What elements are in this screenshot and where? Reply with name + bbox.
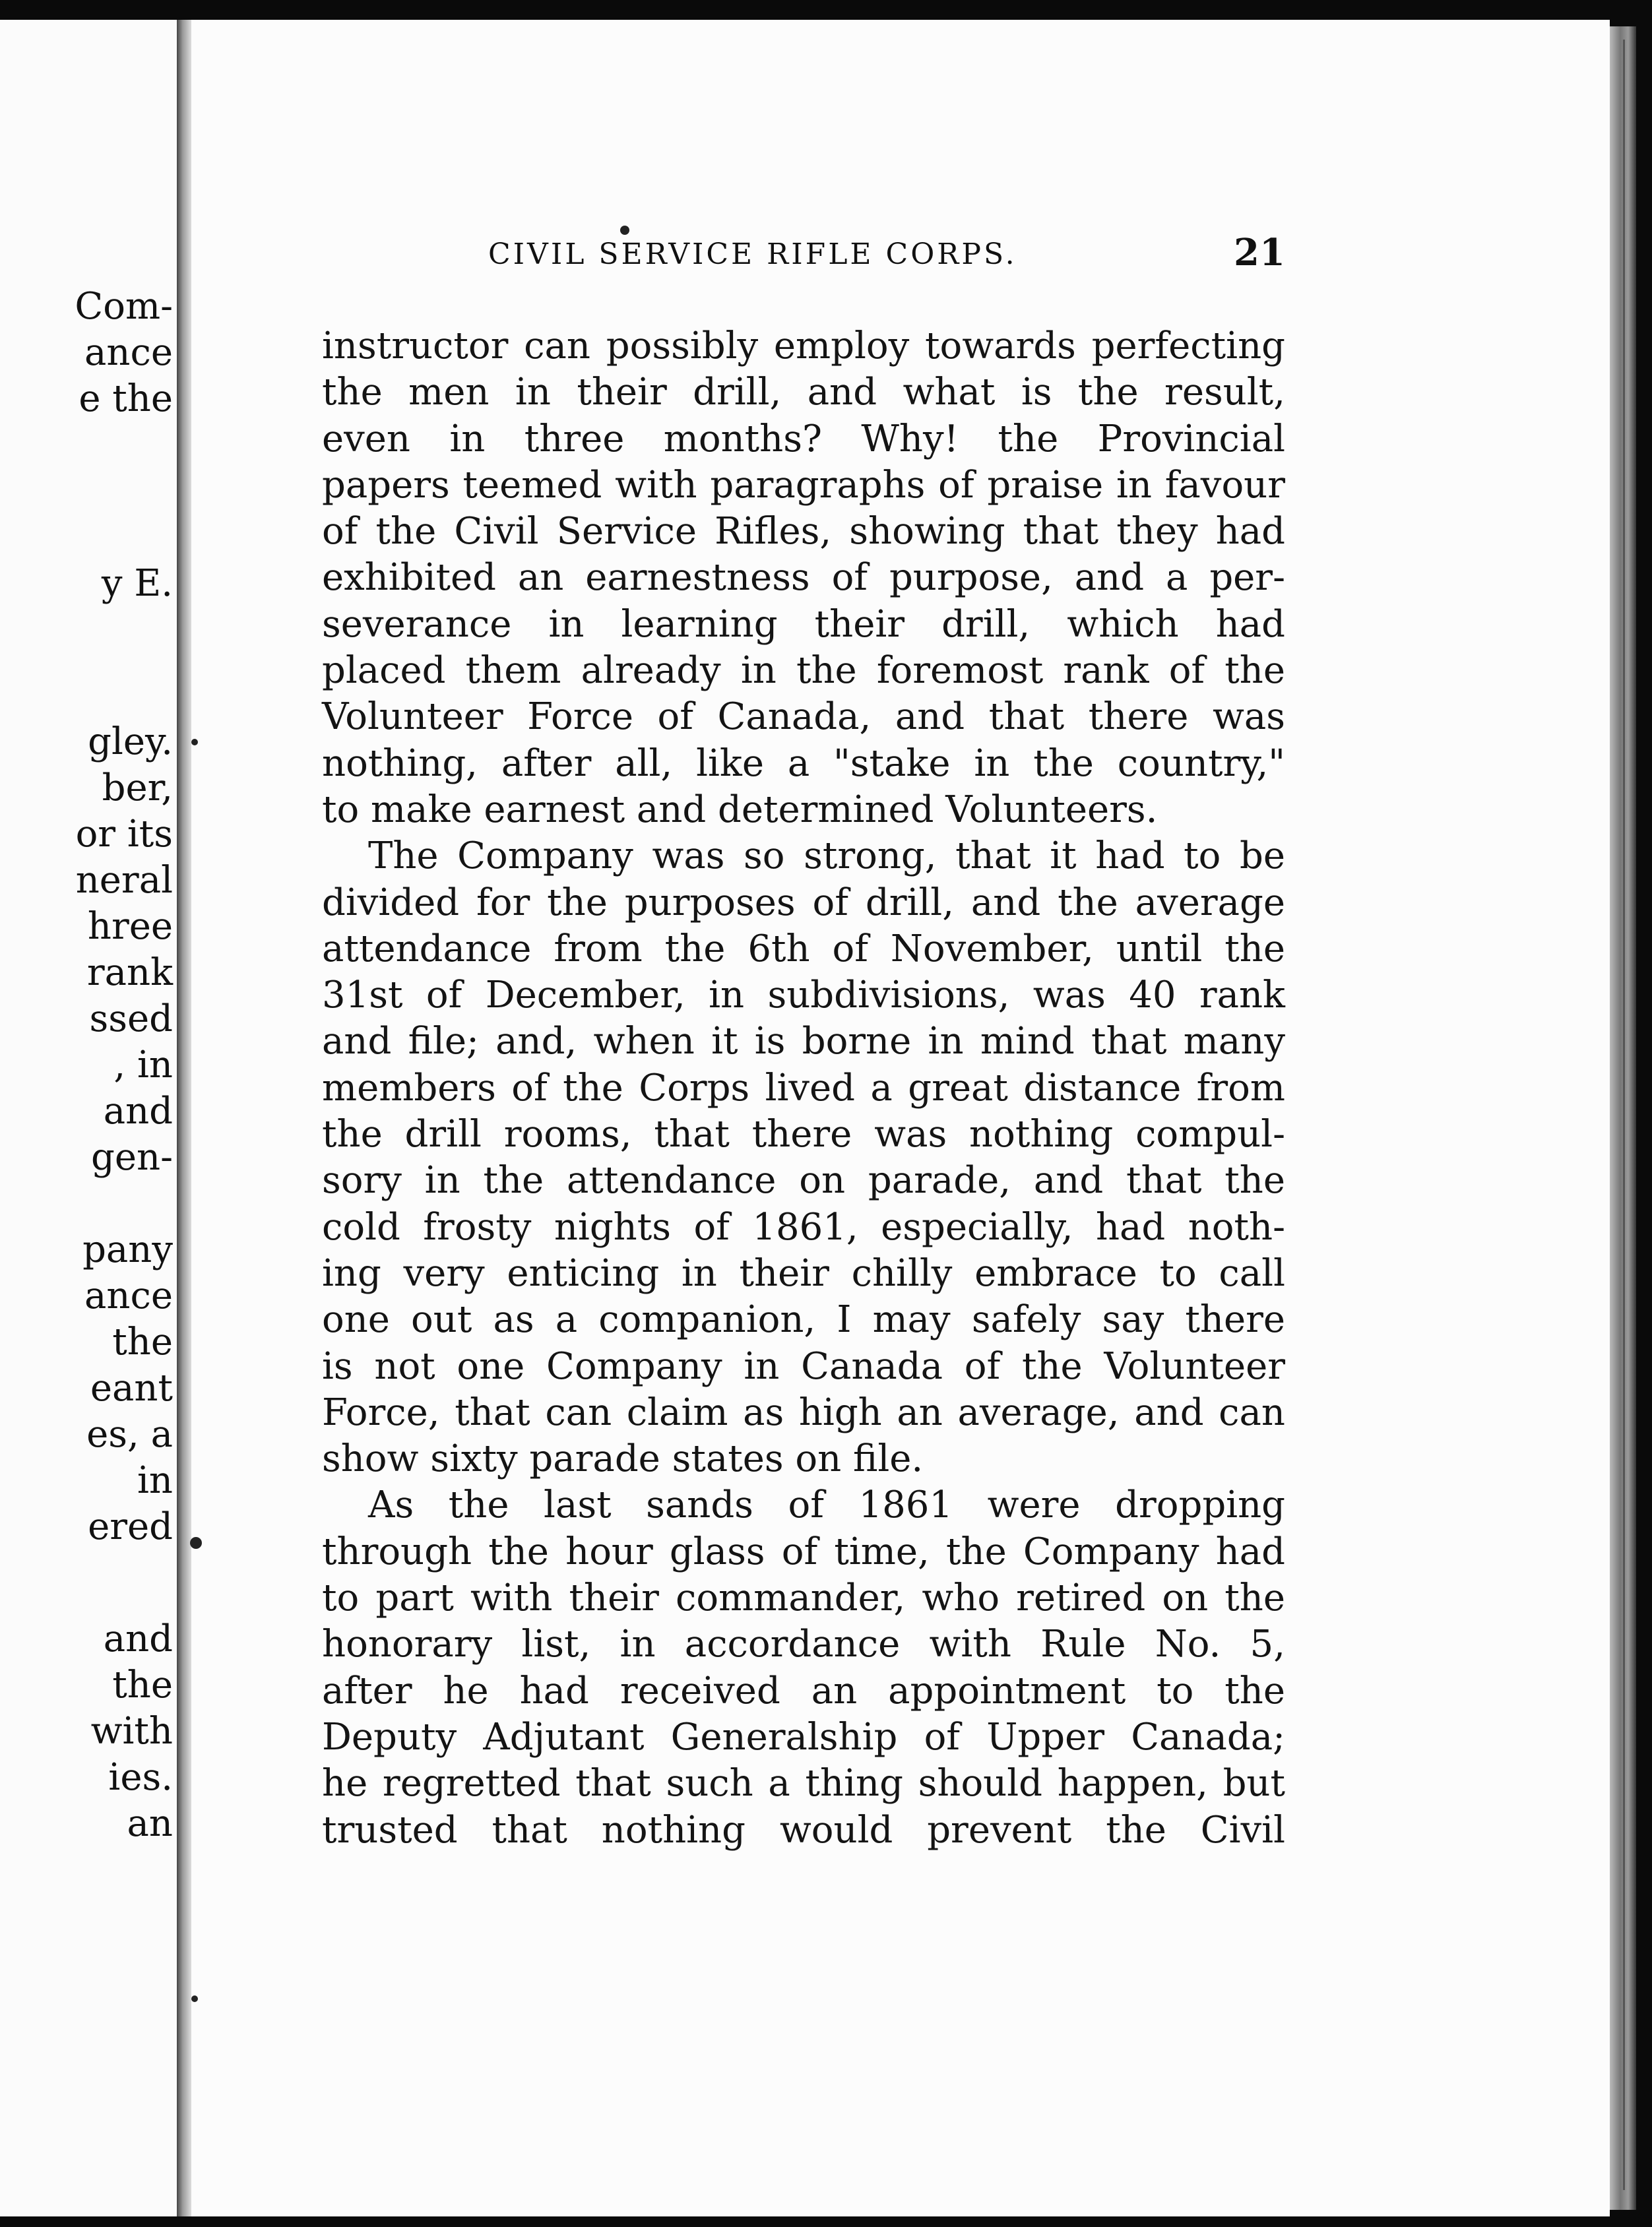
left-page-line: ber, bbox=[102, 767, 173, 809]
left-page-line: Com- bbox=[75, 285, 173, 328]
left-page-line: pany bbox=[82, 1228, 173, 1271]
text-line: Volunteer Force of Canada, and that there was bbox=[322, 695, 1285, 739]
scan-mark bbox=[191, 739, 198, 745]
text-line: sory in the attendance on parade, and that the bbox=[322, 1159, 1285, 1203]
left-page-line: rank bbox=[86, 951, 173, 994]
text-line: divided for the purposes of drill, and the average bbox=[322, 881, 1285, 924]
text-line: to part with their commander, who retired on the bbox=[322, 1577, 1285, 1620]
left-page-line: ies. bbox=[108, 1756, 173, 1799]
left-page-line: eant bbox=[90, 1367, 173, 1410]
left-page-line: neral bbox=[75, 859, 173, 902]
scan-mark bbox=[620, 226, 629, 235]
text-line: through the hour glass of time, the Company had bbox=[322, 1530, 1285, 1573]
left-page-line: ance bbox=[84, 331, 173, 374]
left-page-line: ssed bbox=[89, 997, 173, 1040]
left-page-line: with bbox=[90, 1710, 173, 1753]
text-line: even in three months? Why! the Provincial bbox=[322, 417, 1285, 460]
text-line: he regretted that such a thing should happen, but bbox=[322, 1762, 1285, 1805]
left-page-line: ered bbox=[88, 1505, 173, 1548]
page-edge-line bbox=[1623, 40, 1625, 2190]
left-page-line: gley. bbox=[88, 720, 173, 763]
left-page-line: and bbox=[103, 1617, 173, 1660]
text-line: after he had received an appointment to the bbox=[322, 1669, 1285, 1712]
text-line: 31st of December, in subdivisions, was 40 rank bbox=[322, 974, 1285, 1017]
left-page-line: , in bbox=[113, 1044, 173, 1086]
text-line: show sixty parade states on file. bbox=[322, 1437, 924, 1481]
text-line: and file; and, when it is borne in mind that many bbox=[322, 1020, 1285, 1063]
text-line: attendance from the 6th of November, until the bbox=[322, 927, 1285, 970]
page-number: 21 bbox=[1234, 231, 1285, 274]
scan-mark bbox=[190, 1537, 202, 1549]
previous-page-fragment bbox=[0, 20, 177, 2216]
text-line: one out as a companion, I may safely say there bbox=[322, 1298, 1285, 1342]
left-page-line: gen- bbox=[91, 1136, 173, 1179]
text-line: members of the Corps lived a great distance from bbox=[322, 1066, 1285, 1110]
text-line: exhibited an earnestness of purpose, and a per- bbox=[322, 556, 1285, 600]
text-line: nothing, after all, like a "stake in the country," bbox=[322, 741, 1285, 785]
text-line: to make earnest and determined Volunteers. bbox=[322, 788, 1158, 831]
left-page-line: and bbox=[103, 1090, 173, 1133]
text-line: the drill rooms, that there was nothing compul- bbox=[322, 1113, 1285, 1156]
left-page-line: y E. bbox=[101, 562, 173, 605]
text-line: As the last sands of 1861 were dropping bbox=[368, 1484, 1285, 1527]
text-line: honorary list, in accordance with Rule No. 5, bbox=[322, 1623, 1285, 1666]
text-line: trusted that nothing would prevent the Civil bbox=[322, 1808, 1285, 1852]
text-line: placed them already in the foremost rank of the bbox=[322, 649, 1285, 693]
text-line: papers teemed with paragraphs of praise in favour bbox=[322, 463, 1285, 507]
left-page-line: ance bbox=[84, 1274, 173, 1317]
left-page-line: the bbox=[112, 1664, 173, 1707]
book-gutter bbox=[177, 20, 191, 2216]
left-page-line: es, a bbox=[86, 1413, 173, 1456]
scan-mark bbox=[191, 1995, 198, 2002]
text-line: The Company was so strong, that it had to be bbox=[368, 834, 1285, 878]
text-line: of the Civil Service Rifles, showing that they had bbox=[322, 510, 1285, 553]
text-line: instructor can possibly employ towards perfecting bbox=[322, 325, 1285, 367]
running-head: CIVIL SERVICE RIFLE CORPS. bbox=[488, 237, 1017, 271]
text-line: is not one Company in Canada of the Volunteer bbox=[322, 1344, 1285, 1388]
text-line: the men in their drill, and what is the result, bbox=[322, 371, 1285, 414]
text-line: Force, that can claim as high an average, and can bbox=[322, 1391, 1285, 1434]
left-page-line: or its bbox=[75, 813, 173, 856]
text-line: cold frosty nights of 1861, especially, had noth- bbox=[322, 1205, 1285, 1249]
body-text bbox=[322, 323, 1285, 1854]
text-line: severance in learning their drill, which had bbox=[322, 602, 1285, 646]
left-page-line: an bbox=[127, 1802, 173, 1845]
text-line: Deputy Adjutant Generalship of Upper Canada; bbox=[322, 1715, 1285, 1759]
left-page-line: hree bbox=[87, 905, 173, 948]
left-page-line: in bbox=[137, 1459, 173, 1502]
left-page-line: e the bbox=[79, 377, 173, 420]
left-page-line: the bbox=[112, 1321, 173, 1364]
text-line: ing very enticing in their chilly embrace to call bbox=[322, 1251, 1285, 1295]
